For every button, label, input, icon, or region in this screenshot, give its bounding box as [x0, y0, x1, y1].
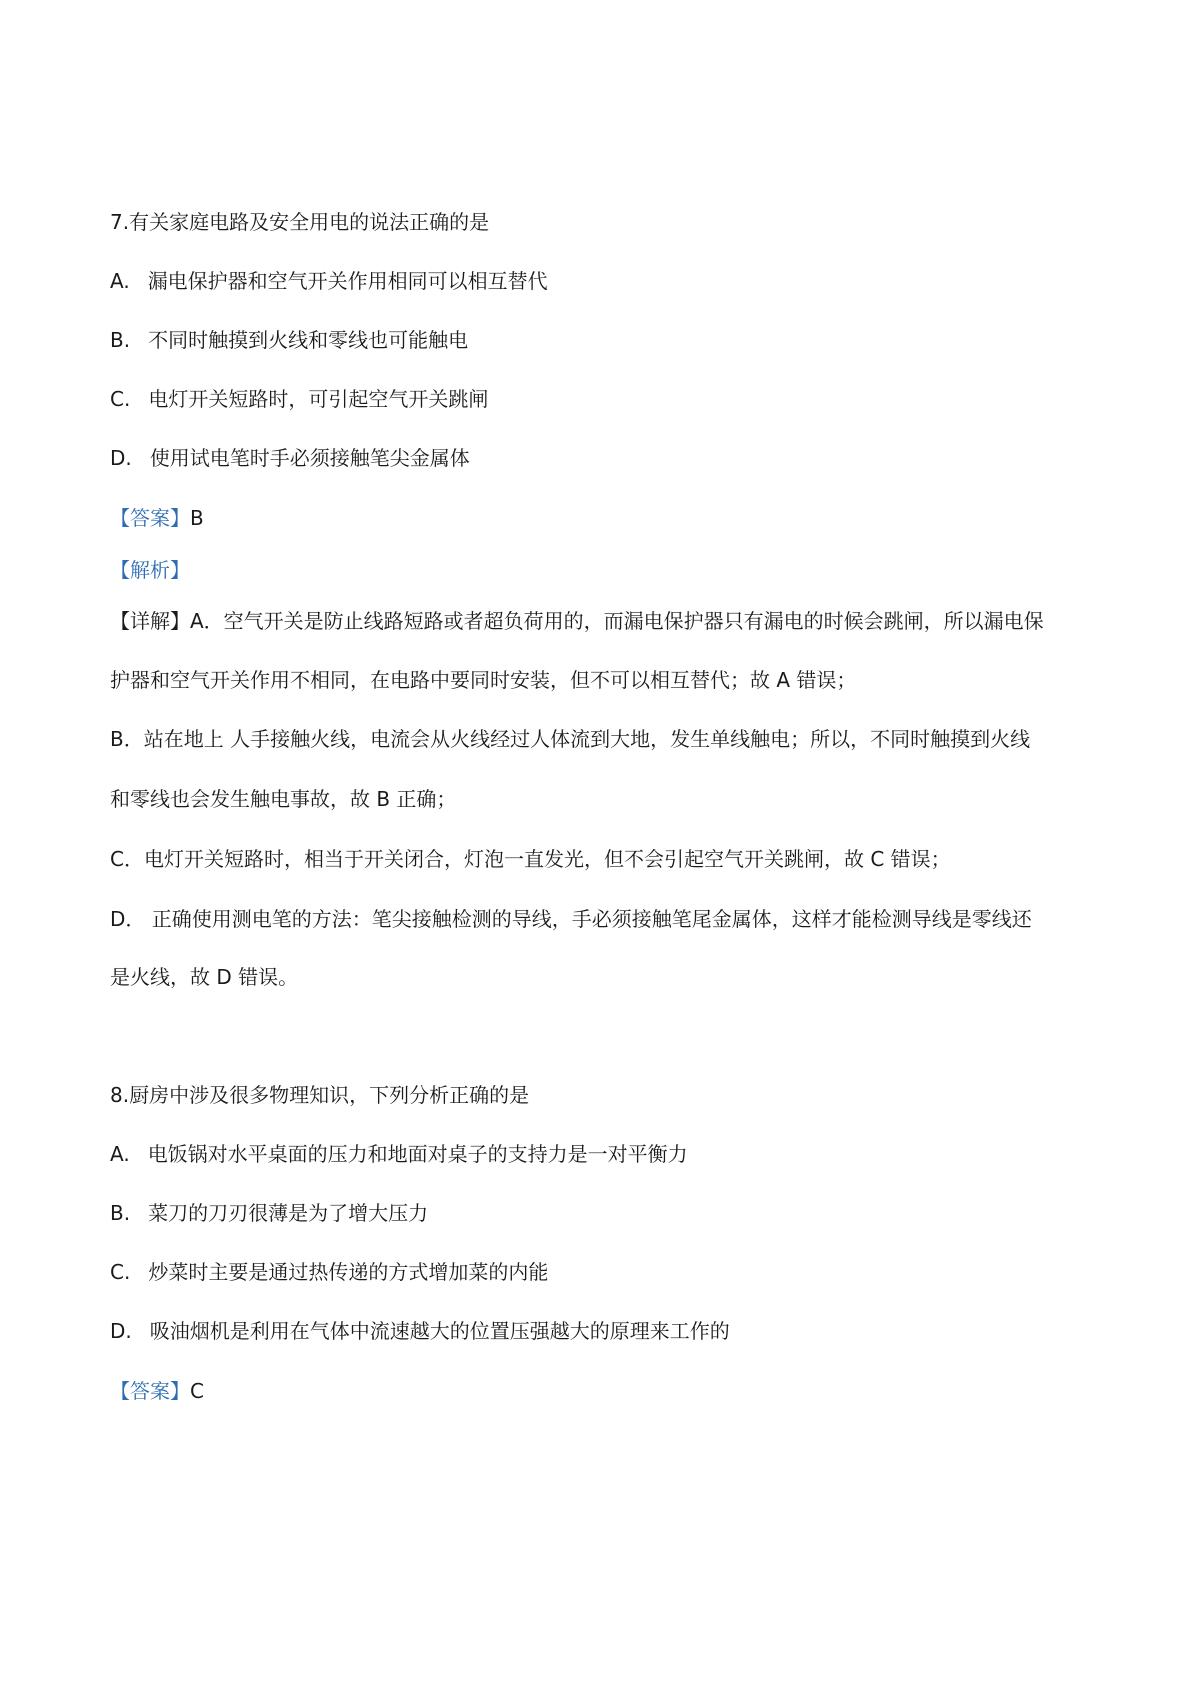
q7-detail-line-4: 和零线也会发生触电事故，故 B 正确；: [110, 787, 457, 811]
option-letter: D.: [110, 1319, 132, 1343]
q7-option-a: [110, 267, 548, 295]
option-text: 炒菜时主要是通过热传递的方式增加菜的内能: [148, 1260, 549, 1284]
option-text: 使用试电笔时手必须接触笔尖金属体: [149, 446, 470, 470]
q7-detail-line-6: D． 正确使用测电笔的方法：笔尖接触检测的导线，手必须接触笔尾金属体，这样才能检测导线是零线还: [110, 907, 1032, 931]
answer-label: 【答案】: [110, 506, 190, 530]
q7-detail-line-3: B．站在地上 人手接触火线，电流会从火线经过人体流到大地，发生单线触电；所以，不同时触摸到火线: [110, 727, 1031, 751]
q8-option-d: [110, 1317, 730, 1345]
q7-detail-line-5: C．电灯开关短路时，相当于开关闭合，灯泡一直发光，但不会引起空气开关跳闸，故 C 错误；: [110, 847, 951, 871]
question-7-stem: 7.有关家庭电路及安全用电的说法正确的是: [110, 210, 490, 234]
q7-detail-line-7: 是火线，故 D 错误。: [110, 965, 299, 989]
answer-label: 【答案】: [110, 1379, 190, 1403]
q8-option-a: [110, 1140, 688, 1168]
option-letter: B.: [110, 328, 131, 352]
option-letter: D.: [110, 446, 132, 470]
option-text: 电灯开关短路时，可引起空气开关跳闸: [148, 387, 489, 411]
option-letter: B.: [110, 1201, 131, 1225]
q8-answer: [110, 1377, 204, 1405]
q7-option-c: [110, 385, 488, 413]
q8-option-b: [110, 1199, 428, 1227]
option-text: 漏电保护器和空气开关作用相同可以相互替代: [147, 269, 548, 293]
option-text: 电饭锅对水平桌面的压力和地面对桌子的支持力是一对平衡力: [147, 1142, 688, 1166]
option-letter: C.: [110, 1260, 131, 1284]
detail-text: A．空气开关是防止线路短路或者超负荷用的，而漏电保护器只有漏电的时候会跳闸，所以漏电保: [190, 609, 1044, 633]
option-text: 菜刀的刀刃很薄是为了增大压力: [148, 1201, 429, 1225]
q7-option-d: [110, 444, 470, 472]
q7-analysis-label: 【解析】: [110, 558, 190, 582]
q8-option-c: [110, 1258, 548, 1286]
option-text: 不同时触摸到火线和零线也可能触电: [148, 328, 469, 352]
answer-value: C: [190, 1379, 204, 1403]
option-letter: C.: [110, 387, 131, 411]
q7-detail-line-1: [110, 607, 1044, 635]
detail-label: 【详解】: [110, 609, 190, 633]
option-letter: A.: [110, 1142, 130, 1166]
q7-detail-line-2: 护器和空气开关作用不相同，在电路中要同时安装，但不可以相互替代；故 A 错误；: [110, 668, 857, 692]
option-text: 吸油烟机是利用在气体中流速越大的位置压强越大的原理来工作的: [149, 1319, 730, 1343]
q7-answer: [110, 504, 204, 532]
answer-value: B: [190, 506, 204, 530]
question-8-stem: 8.厨房中涉及很多物理知识，下列分析正确的是: [110, 1083, 530, 1107]
option-letter: A.: [110, 269, 130, 293]
q7-option-b: [110, 326, 468, 354]
